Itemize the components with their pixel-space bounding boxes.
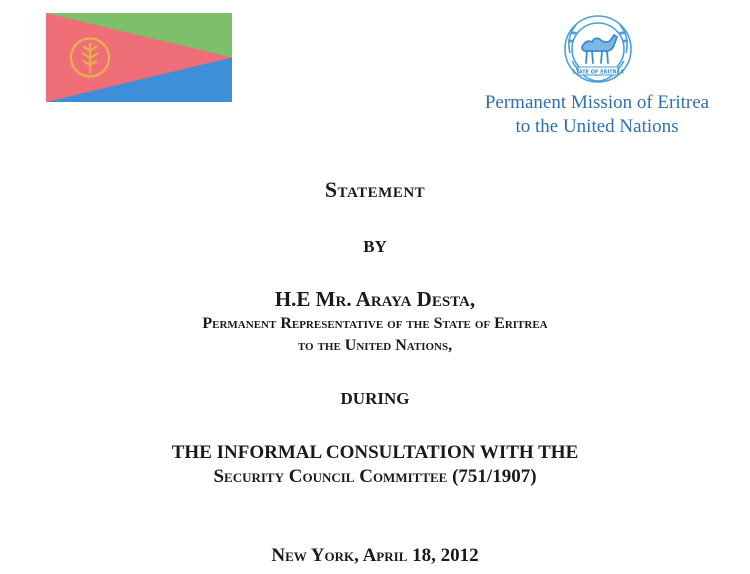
mission-block [452,91,742,139]
camel-icon [582,35,617,63]
eritrea-emblem-icon [556,9,640,93]
statement-heading: Statement [324,177,426,202]
location-date: New York, April 18, 2012 [271,545,479,566]
during-label: DURING [340,389,410,408]
mission-line-1: Permanent Mission of Eritrea [484,92,710,113]
mission-line-2: to the United Nations [515,116,679,137]
speaker-title-line-1: Permanent Representative of the State of Eritrea [202,315,548,332]
event-line-2: Security Council Committee (751/1907) [213,466,537,487]
by-label: BY [363,237,387,256]
eritrea-flag-image [46,13,232,102]
speaker-name: H.E Mr. Araya Desta, [274,287,476,311]
speaker-title-line-2: to the United Nations, [297,337,453,354]
emblem-text: STATE OF ERITREA [572,69,624,76]
event-line-1: THE INFORMAL CONSULTATION WITH THE [171,442,579,463]
